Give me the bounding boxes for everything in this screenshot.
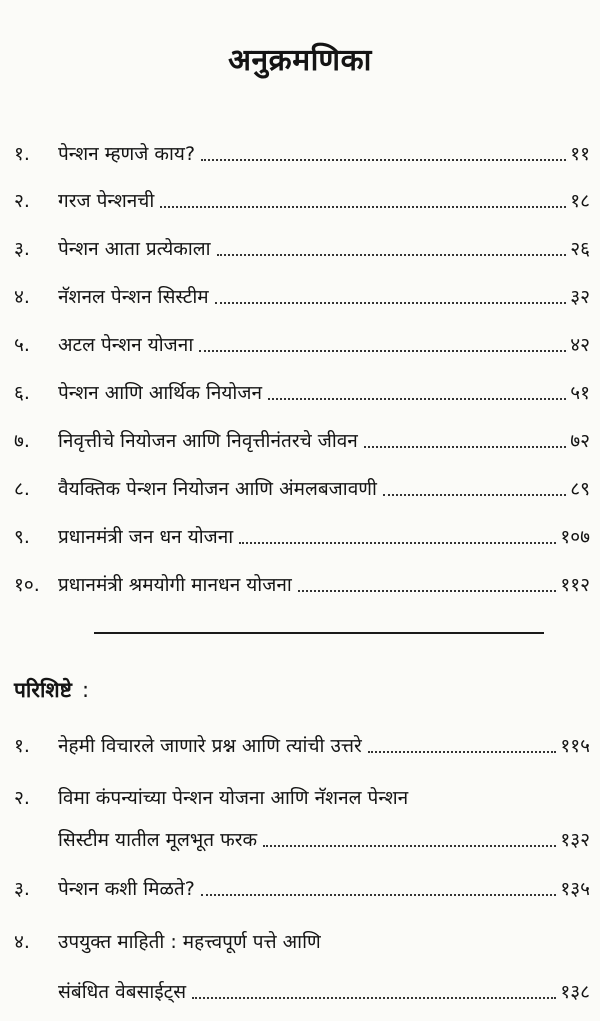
- appendix-entry: [14, 875, 590, 903]
- entry-number: १.: [14, 735, 30, 757]
- entry-number: ३.: [14, 878, 30, 900]
- dot-leader: [268, 398, 566, 400]
- entry-number: २.: [14, 787, 30, 809]
- dot-leader: [368, 751, 557, 753]
- entry-page: ८९: [570, 478, 590, 500]
- entry-title: विमा कंपन्यांच्या पेन्शन योजना आणि नॅशनल पेन्शन: [58, 787, 409, 809]
- toc-entry: [14, 187, 590, 215]
- appendix-heading-colon: :: [81, 678, 90, 702]
- toc-entry: [14, 427, 590, 455]
- toc-entry: [14, 379, 590, 407]
- toc-entry: [14, 475, 590, 503]
- entry-page: ५१: [570, 382, 590, 404]
- dot-leader: [215, 302, 567, 304]
- appendix-heading: [14, 676, 89, 704]
- entry-page: ११२: [560, 574, 590, 596]
- entry-number: ७.: [14, 430, 30, 452]
- entry-number: ५.: [14, 334, 30, 356]
- toc-entry: [14, 331, 590, 359]
- entry-page: ७२: [570, 430, 590, 452]
- dot-leader: [217, 254, 567, 256]
- entry-title: वैयक्तिक पेन्शन नियोजन आणि अंमलबजावणी: [58, 478, 377, 500]
- entry-number: १.: [14, 143, 30, 165]
- entry-title: प्रधानमंत्री जन धन योजना: [58, 526, 234, 548]
- entry-page: १३५: [560, 878, 590, 900]
- appendix-entry-continued: [14, 826, 590, 854]
- dot-leader: [263, 845, 556, 847]
- appendix-entry: [14, 784, 590, 812]
- toc-entry: [14, 283, 590, 311]
- entry-page: १३८: [560, 981, 590, 1003]
- entry-title: उपयुक्त माहिती : महत्त्वपूर्ण पत्ते आणि: [58, 931, 321, 953]
- appendix-entry: [14, 732, 590, 760]
- entry-page: ४२: [570, 334, 590, 356]
- dot-leader: [298, 590, 557, 592]
- entry-page: १३२: [560, 829, 590, 851]
- entry-page: १८: [570, 190, 590, 212]
- entry-title: पेन्शन आता प्रत्येकाला: [58, 238, 211, 260]
- entry-title: गरज पेन्शनची: [58, 190, 155, 212]
- dot-leader: [199, 350, 566, 352]
- entry-page: ३२: [570, 286, 590, 308]
- entry-title: पेन्शन कशी मिळते?: [58, 878, 195, 900]
- dot-leader: [201, 894, 557, 896]
- toc-entry: [14, 235, 590, 263]
- entry-number: १०.: [14, 574, 40, 596]
- entry-number: ४.: [14, 931, 30, 953]
- entry-title: प्रधानमंत्री श्रमयोगी मानधन योजना: [58, 574, 292, 596]
- dot-leader: [364, 446, 566, 448]
- dot-leader: [201, 159, 566, 161]
- entry-page: ११: [570, 143, 590, 165]
- entry-number: ८.: [14, 478, 30, 500]
- entry-number: २.: [14, 190, 30, 212]
- section-divider: [94, 632, 544, 634]
- entry-title-continued: संबंधित वेबसाईट्स: [58, 981, 187, 1003]
- dot-leader: [192, 997, 556, 999]
- appendix-entry-continued: [14, 978, 590, 1006]
- toc-entry: [14, 571, 590, 599]
- dot-leader: [160, 206, 566, 208]
- dot-leader: [239, 542, 556, 544]
- entry-number: ४.: [14, 286, 30, 308]
- toc-entry: [14, 523, 590, 551]
- entry-title: अटल पेन्शन योजना: [58, 334, 194, 356]
- entry-page: १०७: [560, 526, 590, 548]
- entry-title: निवृत्तीचे नियोजन आणि निवृत्तीनंतरचे जीवन: [58, 430, 358, 452]
- entry-title: पेन्शन म्हणजे काय?: [58, 143, 196, 165]
- entry-number: ६.: [14, 382, 30, 404]
- entry-number: ९.: [14, 526, 30, 548]
- entry-title: नॅशनल पेन्शन सिस्टीम: [58, 286, 209, 308]
- appendix-entry: [14, 928, 590, 956]
- appendix-heading-text: परिशिष्टे: [14, 678, 72, 702]
- toc-entry: [14, 140, 590, 168]
- entry-title-continued: सिस्टीम यातील मूलभूत फरक: [58, 829, 258, 851]
- entry-page: ११५: [560, 735, 590, 757]
- entry-page: २६: [570, 238, 590, 260]
- entry-title: नेहमी विचारले जाणारे प्रश्न आणि त्यांची उत्तरे: [58, 735, 362, 757]
- dot-leader: [383, 494, 566, 496]
- page-title: अनुक्रमणिका: [228, 43, 372, 78]
- entry-title: पेन्शन आणि आर्थिक नियोजन: [58, 382, 262, 404]
- entry-number: ३.: [14, 238, 30, 260]
